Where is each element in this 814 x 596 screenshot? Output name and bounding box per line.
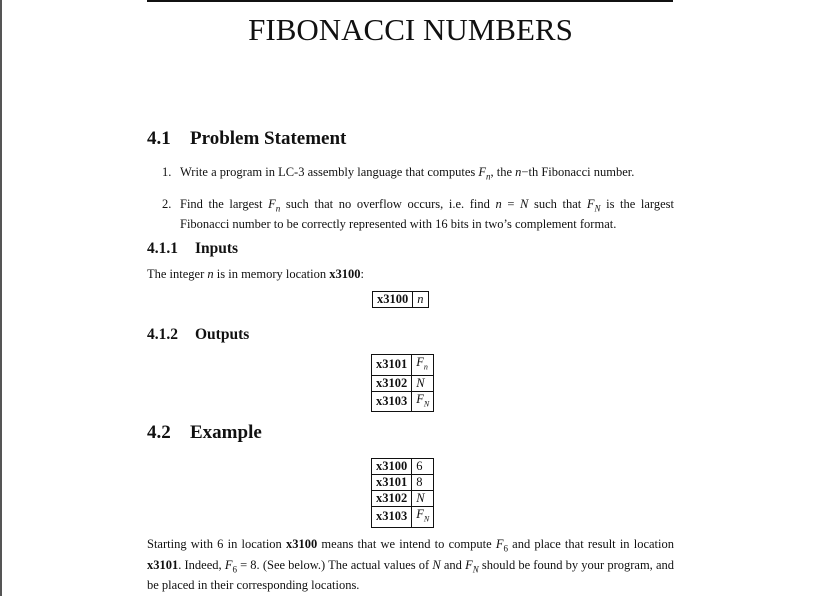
section-number: 4.1.1	[147, 240, 178, 257]
example-memory-table	[371, 458, 434, 528]
section-title: Outputs	[195, 326, 250, 343]
value-cell: $F_N$	[412, 507, 434, 528]
address-cell: x3100	[373, 292, 413, 308]
list-item-number: 2.	[162, 196, 172, 211]
list-item	[162, 196, 674, 233]
address-cell: x3101	[372, 475, 412, 491]
table-row	[372, 491, 434, 507]
left-border	[0, 0, 2, 596]
section-title: Example	[190, 422, 262, 443]
value-cell: N	[412, 375, 434, 391]
top-rule	[147, 0, 673, 2]
table-row	[372, 375, 434, 391]
list-item	[162, 164, 674, 185]
section-title: Inputs	[195, 240, 239, 257]
table-row	[372, 355, 434, 376]
address-cell: x3100	[372, 459, 412, 475]
example-paragraph: Starting with 6 in location x3100 means that we intend to compute $F_6$ and place that result in location x3101. Indeed, $F_6 = 8$. (See below.) The actual values of N and $F_N$ should be found by your program, and be placed in their corresponding locations.	[147, 537, 674, 592]
address-cell: x3103	[372, 507, 412, 528]
table-row	[372, 459, 434, 475]
value-cell: 6	[412, 459, 434, 475]
address-cell: x3101	[372, 355, 412, 376]
list-item-number: 1.	[162, 165, 172, 179]
value-cell: 8	[412, 475, 434, 491]
table-row	[372, 507, 434, 528]
section-number: 4.1	[147, 128, 171, 149]
value-cell: $F_N$	[412, 391, 434, 412]
section-title: Problem Statement	[190, 128, 347, 149]
address-cell: x3102	[372, 491, 412, 507]
table-row	[372, 475, 434, 491]
section-heading-problem	[147, 128, 346, 150]
list-item-text: Write a program in LC-3 assembly language that computes $F_n$, the n−th Fibonacci number.	[180, 165, 635, 182]
inputs-memory-table	[372, 291, 429, 308]
table-row	[373, 292, 429, 308]
list-item-text: Find the largest $F_n$ such that no overflow occurs, i.e. find n = N such that $F_N$ is the largest Fibonacci number to be correctly represented with 16 bits in two’s complement format.	[180, 196, 675, 231]
table-row	[372, 391, 434, 412]
value-cell: N	[412, 491, 434, 507]
problem-list	[162, 164, 674, 243]
section-number: 4.1.2	[147, 326, 178, 343]
subsection-heading-inputs	[147, 240, 238, 258]
subsection-heading-outputs	[147, 326, 249, 344]
address-cell: x3102	[372, 375, 412, 391]
value-cell: n	[413, 292, 428, 308]
value-cell: $F_n$	[412, 355, 434, 376]
section-number: 4.2	[147, 422, 171, 443]
address-cell: x3103	[372, 391, 412, 412]
page-title: FIBONACCI NUMBERS	[248, 12, 573, 47]
inputs-text: The integer n is in memory location x3100:	[147, 267, 364, 281]
section-heading-example	[147, 422, 262, 444]
outputs-memory-table	[371, 354, 434, 412]
